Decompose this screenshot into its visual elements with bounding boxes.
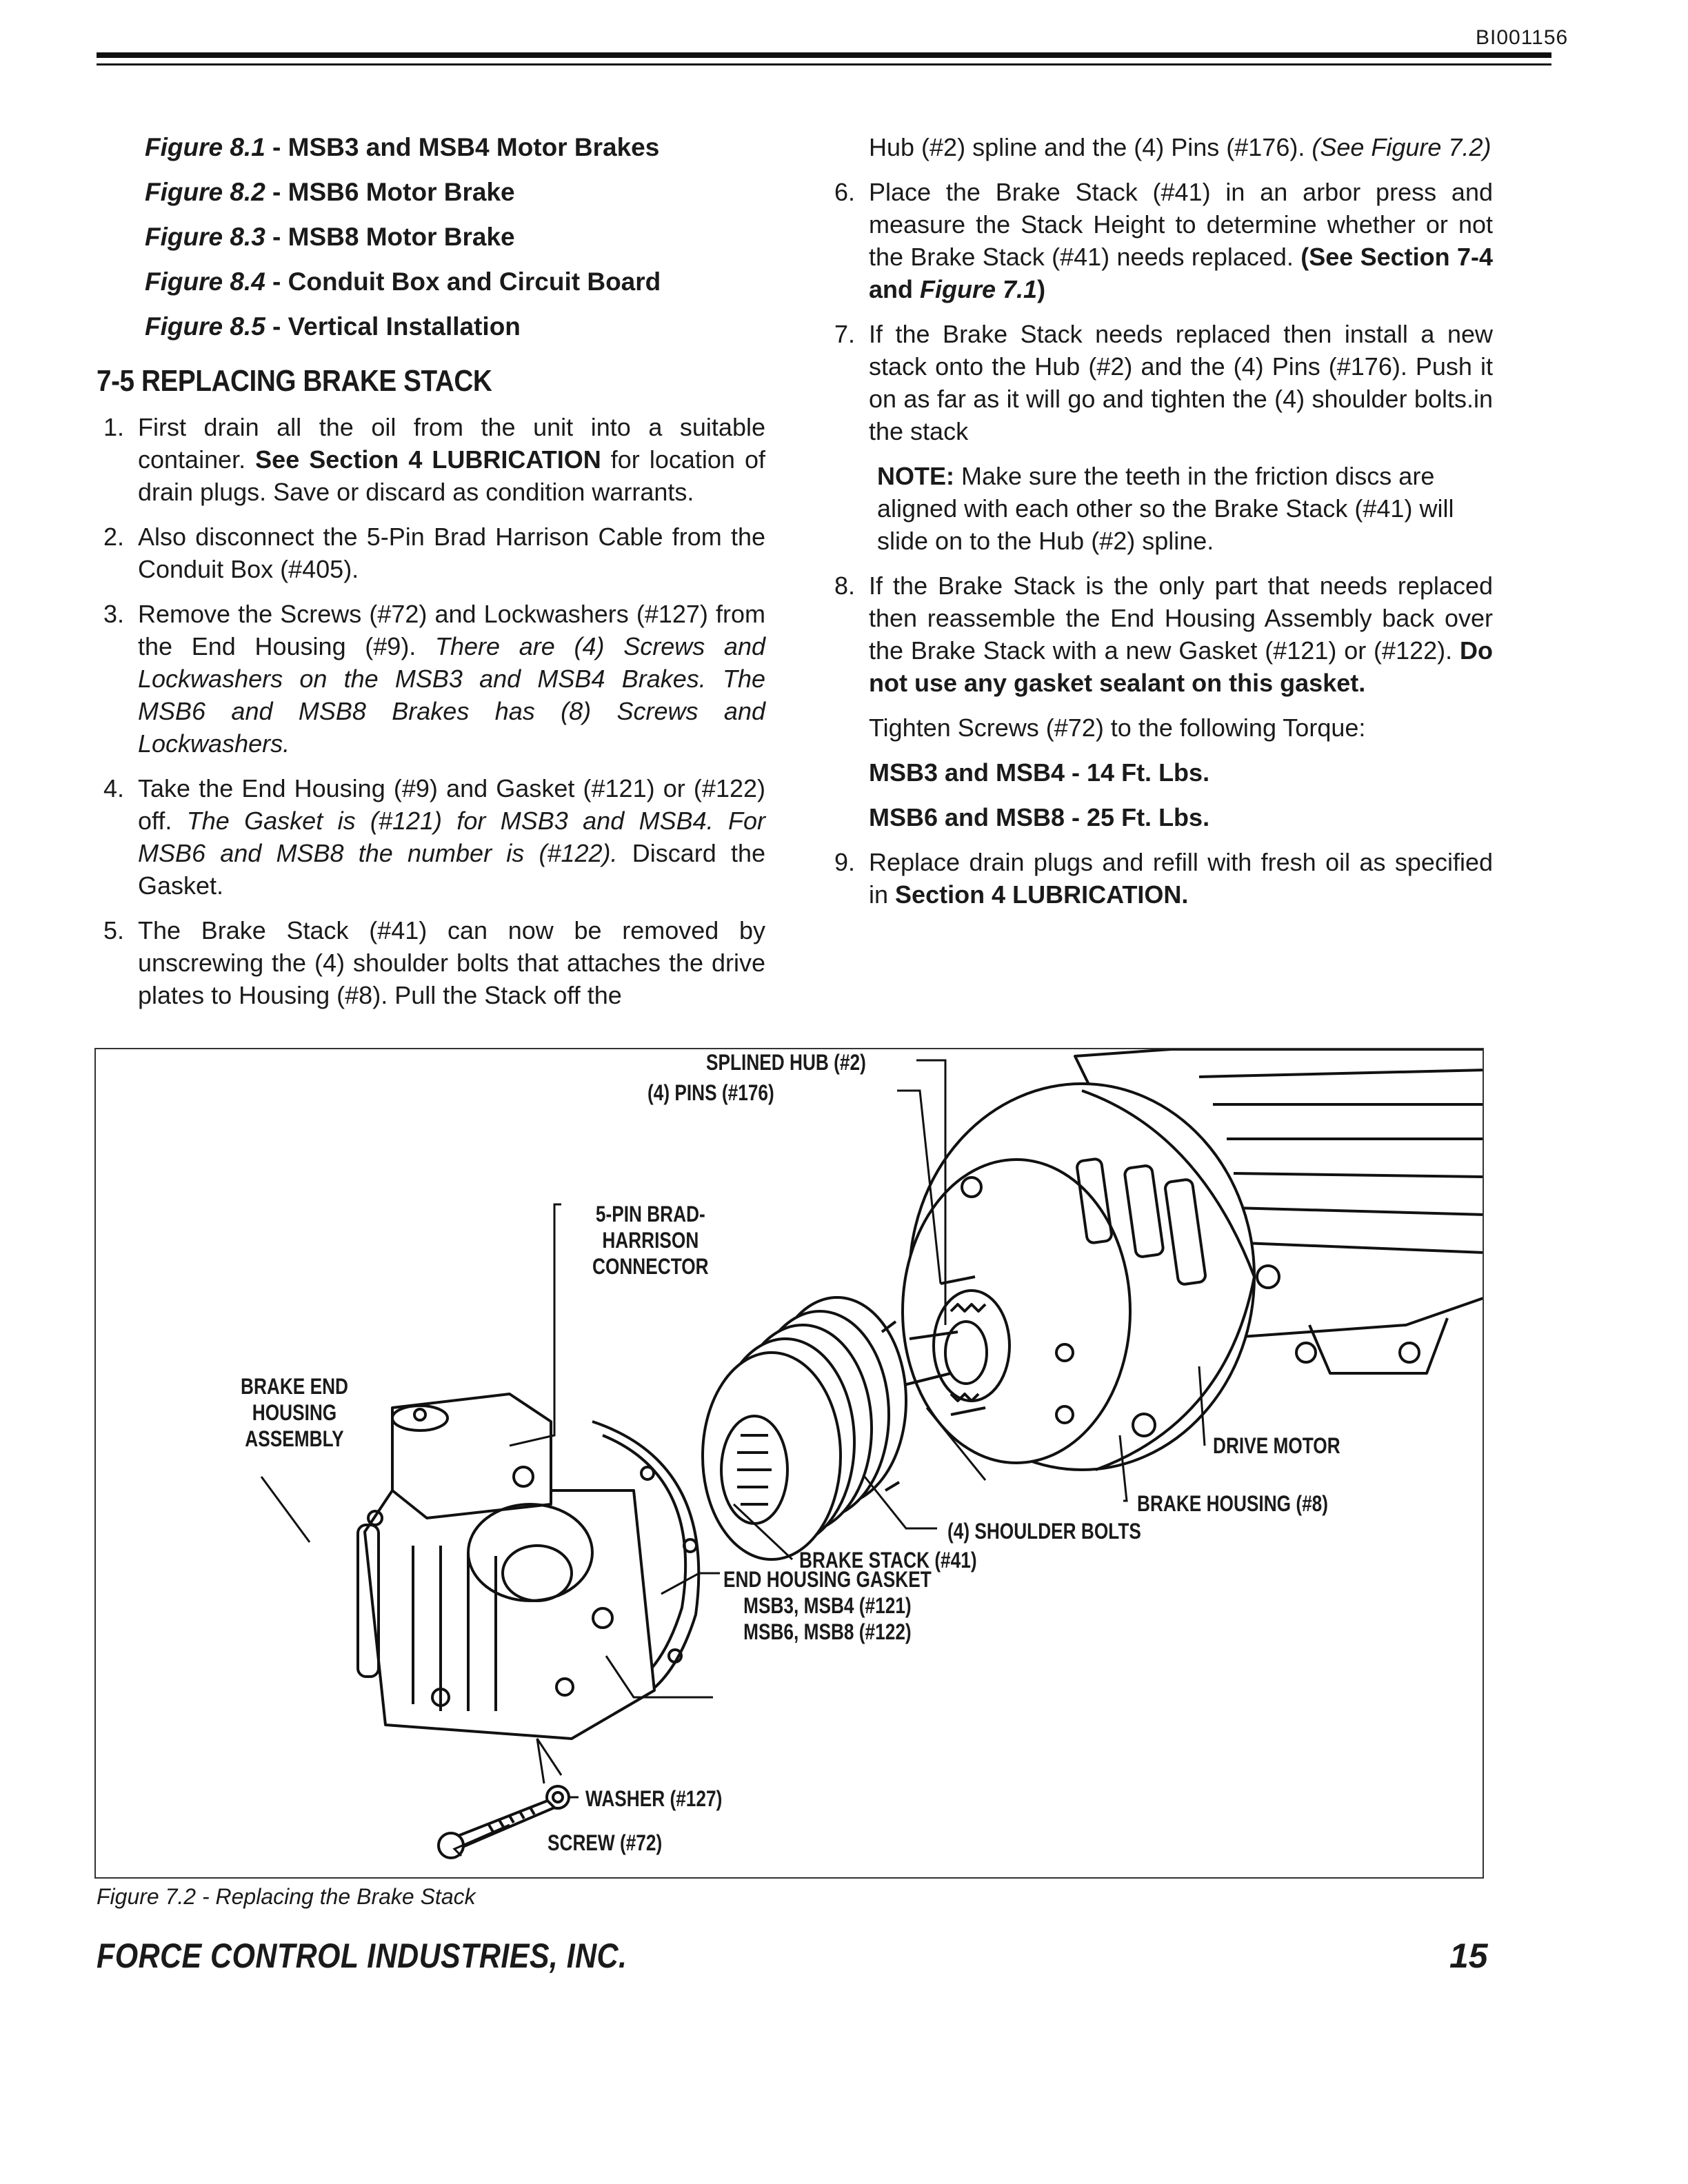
step-3: 3. Remove the Screws (#72) and Lockwashers (#127) from the End Housing (#9). There are (4) Screws and Lockwashers on the MSB3 and MSB4 Brakes. The MSB6 and MSB8 Brakes has (8) Screws and Lockwashers. (103, 600, 765, 758)
page-number: 15 (1449, 1937, 1488, 1975)
step-8: 8. If the Brake Stack is the only part that needs replaced then reassemble the End Housing Assembly back over the Brake Stack with a new Gasket (#121) or (#122). Do not use any gasket sealant on this gasket. (834, 572, 1493, 697)
label-brake-housing: BRAKE HOUSING (#8) (1137, 1491, 1329, 1516)
step-7: 7. If the Brake Stack needs replaced then install a new stack onto the Hub (#2) and the (4) Pins (#176). Push it on as far as it will go and tighten the (4) shoulder bolts.in the stack (834, 320, 1493, 445)
header-rule-thin (97, 63, 1551, 65)
figure-reference: Figure 8.2 - MSB6 Motor Brake (145, 178, 515, 206)
torque-intro: Tighten Screws (#72) to the following Torque: (869, 714, 1366, 742)
figure-reference: Figure 8.3 - MSB8 Motor Brake (145, 223, 515, 251)
brake-stack-drawing (703, 1297, 906, 1559)
figure-reference: Figure 8.4 - Conduit Box and Circuit Board (145, 267, 661, 296)
label-washer: WASHER (#127) (585, 1786, 723, 1811)
step-6: 6. Place the Brake Stack (#41) in an arbor press and measure the Stack Height to determine whether or not the Brake Stack (#41) needs replaced. (See Section 7-4 and Figure 7.1) (834, 178, 1494, 303)
figure-reference: Figure 8.5 - Vertical Installation (145, 312, 521, 341)
label-drive-motor: DRIVE MOTOR (1213, 1433, 1340, 1458)
label-gasket: END HOUSING GASKET MSB3, MSB4 (#121) MSB6, MSB8 (#122) (723, 1567, 932, 1644)
step-5-continued: Hub (#2) spline and the (4) Pins (#176). (See Figure 7.2) (869, 133, 1491, 161)
step-4: 4. Take the End Housing (#9) and Gasket (#121) or (#122) off. The Gasket is (#121) for MSB3 and MSB4. For MSB6 and MSB8 the number is (#122). Discard the Gasket. (103, 774, 766, 900)
label-splined-hub: SPLINED HUB (#2) (706, 1050, 866, 1075)
step-9: 9. Replace drain plugs and refill with fresh oil as specified in Section 4 LUBRICATION. (834, 848, 1493, 909)
right-column (827, 131, 1493, 923)
figure-brake-stack (94, 1048, 1484, 1879)
label-brake-end-housing: BRAKE END HOUSING ASSEMBLY (241, 1374, 348, 1451)
label-shoulder-bolts: (4) SHOULDER BOLTS (947, 1519, 1141, 1544)
exploded-view-illustration (96, 1049, 1484, 1879)
left-column (97, 131, 765, 1024)
label-screw: SCREW (#72) (547, 1830, 663, 1855)
section-heading: 7-5 REPLACING BRAKE STACK (97, 364, 492, 398)
company-name: FORCE CONTROL INDUSTRIES, INC. (97, 1937, 627, 1975)
header-rule-thick (97, 52, 1551, 58)
torque-msb6-msb8: MSB6 and MSB8 - 25 Ft. Lbs. (869, 803, 1210, 831)
label-pins: (4) PINS (#176) (647, 1080, 774, 1105)
label-brake-stack: BRAKE STACK (#41) (799, 1548, 977, 1573)
document-id: BI001156 (1476, 26, 1569, 49)
step-5: 5. The Brake Stack (#41) can now be removed by unscrewing the (4) shoulder bolts that attaches the drive plates to Housing (#8). Pull the Stack off the (103, 916, 765, 1009)
step-2: 2. Also disconnect the 5-Pin Brad Harrison Cable from the Conduit Box (#405). (103, 523, 765, 583)
note: NOTE: Make sure the teeth in the friction discs are aligned with each other so the Brake Stack (#41) will slide on to the Hub (#2) spline. (877, 462, 1454, 555)
label-connector: 5-PIN BRAD- HARRISON CONNECTOR (592, 1202, 709, 1279)
figure-caption: Figure 7.2 - Replacing the Brake Stack (97, 1884, 476, 1909)
torque-msb3-msb4: MSB3 and MSB4 - 14 Ft. Lbs. (869, 758, 1210, 787)
step-1: 1. First drain all the oil from the unit into a suitable container. See Section 4 LUBRICATION for location of drain plugs. Save or discard as condition warrants. (103, 413, 765, 506)
figure-reference: Figure 8.1 - MSB3 and MSB4 Motor Brakes (145, 133, 660, 161)
